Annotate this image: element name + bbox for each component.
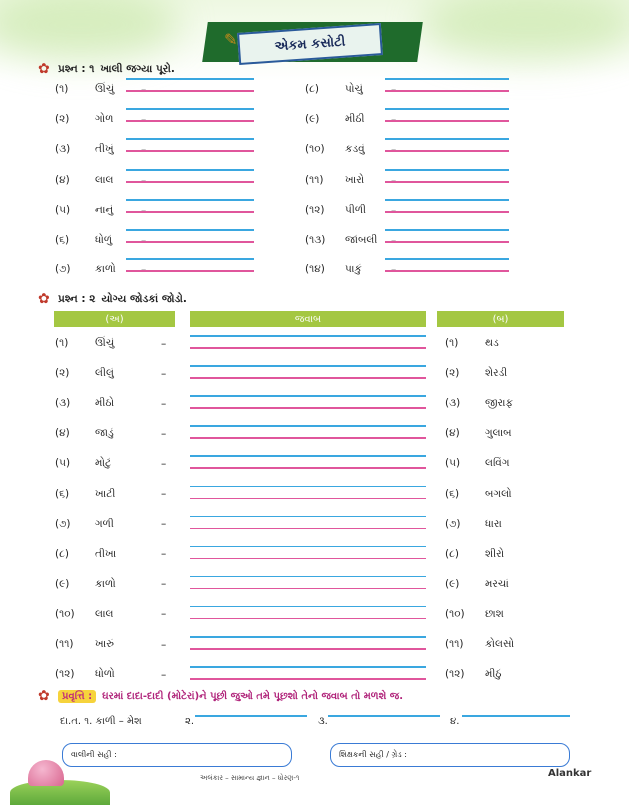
item-number: (૨) xyxy=(55,367,70,380)
answer-line-pink xyxy=(190,467,426,469)
answer-line-blue xyxy=(190,425,426,427)
example-number-3: ૩. xyxy=(318,716,328,727)
item-word: જાંબલી xyxy=(345,234,378,246)
answer-lines[interactable] xyxy=(126,199,254,213)
match-left-item xyxy=(55,367,173,380)
match-left-item xyxy=(55,608,173,621)
match-right-item xyxy=(445,548,531,561)
answer-line-blue xyxy=(385,108,509,110)
answer-line-pink xyxy=(126,150,254,152)
answer-column-header: જવાબ xyxy=(190,311,426,327)
flower-icon: ✿ xyxy=(38,291,50,307)
answer-line-blue xyxy=(385,229,509,231)
match-left-item xyxy=(55,638,173,651)
teacher-signature-label: શિક્ષકની સહી / ગ્રેડ : xyxy=(339,750,407,759)
pencil-icon: ✎ xyxy=(224,30,238,49)
answer-lines[interactable] xyxy=(126,169,254,183)
activity-text: ઘરમાં દાદા-દાદી (મોટેરાં)ને પૂછી જુઓ તમે પૂછશો તેનો જવાબ તો મળશે જ. xyxy=(102,690,404,702)
answer-lines[interactable] xyxy=(126,78,254,92)
answer-line-pink xyxy=(385,270,509,272)
answer-line-blue xyxy=(190,576,426,578)
question-1-heading xyxy=(38,62,175,76)
answer-lines[interactable] xyxy=(126,229,254,243)
answer-line-pink xyxy=(385,120,509,122)
item-word: ગળી xyxy=(95,517,114,530)
answer-line-pink xyxy=(385,150,509,152)
answer-lines[interactable] xyxy=(190,516,426,530)
match-right-item xyxy=(445,367,531,380)
match-right-item xyxy=(445,668,531,681)
match-right-item xyxy=(445,608,531,621)
answer-line-pink xyxy=(190,558,426,560)
answer-line-pink xyxy=(126,90,254,92)
match-right-item xyxy=(445,638,531,651)
answer-line-pink xyxy=(126,241,254,243)
item-number: (૧૦) xyxy=(445,607,465,620)
match-right-item xyxy=(445,518,531,531)
match-right-item xyxy=(445,337,531,350)
item-number: (૪) xyxy=(55,174,70,186)
item-word: મોટું xyxy=(95,457,112,470)
item-word: ગોળ xyxy=(95,113,114,125)
item-word: નાનું xyxy=(95,204,114,216)
item-word: લાલ xyxy=(95,174,114,186)
answer-line-blue xyxy=(126,229,254,231)
footer-text: અલંકાર – સામાન્ય જ્ઞાન – ધોરણ-૧ xyxy=(200,774,300,782)
item-dash: – xyxy=(161,518,167,531)
answer-line-blue xyxy=(385,138,509,140)
item-word: છાશ xyxy=(485,607,504,620)
item-dash: – xyxy=(161,427,167,440)
question-1-text: ખાલી જગ્યા પૂરો. xyxy=(100,62,175,75)
example-number-4: ૪. xyxy=(450,716,460,727)
answer-line-blue xyxy=(190,486,426,488)
item-number: (૯) xyxy=(305,113,320,125)
match-left-item xyxy=(55,488,173,501)
item-dash: – xyxy=(161,608,167,621)
answer-line-pink xyxy=(190,437,426,439)
item-number: (૮) xyxy=(445,547,459,560)
match-left-item xyxy=(55,578,173,591)
answer-lines[interactable] xyxy=(190,395,426,409)
item-dash: – xyxy=(161,457,167,470)
item-number: (૬) xyxy=(55,487,70,500)
item-number: (૬) xyxy=(445,487,460,500)
answer-line-pink xyxy=(126,270,254,272)
answer-lines[interactable] xyxy=(190,666,426,680)
answer-line-blue xyxy=(385,78,509,80)
background-blob xyxy=(0,0,180,60)
answer-lines[interactable] xyxy=(190,335,426,349)
match-right-item xyxy=(445,578,531,591)
match-left-item xyxy=(55,668,173,681)
item-word: ઊંચું xyxy=(95,337,115,349)
item-word: કોલસો xyxy=(485,638,515,650)
answer-line-blue xyxy=(126,169,254,171)
match-left-item xyxy=(55,457,173,470)
item-number: (૧૧) xyxy=(55,638,74,650)
answer-lines[interactable] xyxy=(190,425,426,439)
answer-line-pink xyxy=(385,181,509,183)
answer-line-blue xyxy=(385,258,509,260)
item-number: (૧) xyxy=(55,337,69,349)
item-dash: – xyxy=(161,488,167,500)
match-left-item xyxy=(55,427,173,440)
answer-lines[interactable] xyxy=(190,636,426,650)
item-word: કડવું xyxy=(345,143,365,155)
question-2-label: પ્રશ્ન : ૨ xyxy=(58,292,96,305)
answer-line-blue xyxy=(190,666,426,668)
answer-line-blue xyxy=(190,395,426,397)
answer-line-blue xyxy=(126,199,254,201)
item-number: (૧) xyxy=(55,83,69,95)
item-number: (૩) xyxy=(445,397,461,410)
item-word: મરચાં xyxy=(485,577,509,590)
match-left-item xyxy=(55,518,173,531)
item-number: (૯) xyxy=(55,577,70,590)
answer-line-blue xyxy=(190,455,426,457)
answer-lines[interactable] xyxy=(190,576,426,590)
answer-lines[interactable] xyxy=(385,108,509,122)
answer-line-pink xyxy=(126,120,254,122)
answer-line-pink xyxy=(190,678,426,680)
answer-lines[interactable] xyxy=(385,138,509,152)
item-number: (૫) xyxy=(55,204,71,216)
item-number: (૯) xyxy=(445,577,460,590)
answer-line-pink xyxy=(190,588,426,590)
column-b-header: (બ) xyxy=(437,311,564,327)
item-number: (૮) xyxy=(305,83,319,95)
answer-line-blue xyxy=(126,138,254,140)
mushroom-decoration xyxy=(28,760,64,786)
item-word: થડ xyxy=(485,337,499,349)
item-number: (૩) xyxy=(55,143,71,155)
answer-line-blue xyxy=(190,365,426,367)
item-word: કાળો xyxy=(95,577,116,590)
answer-lines[interactable] xyxy=(190,455,426,469)
item-number: (૧૪) xyxy=(305,263,325,275)
parent-signature-box[interactable] xyxy=(62,743,292,767)
question-1-label: પ્રશ્ન : ૧ xyxy=(58,62,95,75)
answer-line-blue xyxy=(126,78,254,80)
question-2-text: યોગ્ય જોડકાં જોડો. xyxy=(101,292,187,305)
answer-line-blue xyxy=(190,516,426,518)
answer-line-blue xyxy=(190,606,426,608)
question-2-heading xyxy=(38,292,187,306)
answer-line-blue xyxy=(385,169,509,171)
item-dash: – xyxy=(161,337,167,350)
item-word: મીઠું xyxy=(485,668,502,681)
item-dash: – xyxy=(161,397,167,410)
item-dash: – xyxy=(161,668,167,681)
column-a-header: (અ) xyxy=(54,311,175,327)
answer-lines[interactable] xyxy=(385,258,509,272)
item-word: ગુલાબ xyxy=(485,427,512,440)
match-left-item xyxy=(55,397,173,410)
item-number: (૧૧) xyxy=(305,174,324,186)
item-number: (૪) xyxy=(445,427,460,440)
item-word: તીખું xyxy=(95,143,114,155)
item-dash: – xyxy=(161,548,167,561)
item-word: જીરાફ xyxy=(485,397,513,410)
item-number: (૨) xyxy=(445,367,460,380)
item-word: શેરડી xyxy=(485,367,508,380)
item-word: પોચું xyxy=(345,83,363,95)
answer-line-pink xyxy=(385,211,509,213)
item-word: ઊંચું xyxy=(95,83,115,95)
item-number: (૩) xyxy=(55,397,71,410)
item-dash: – xyxy=(161,638,167,651)
match-left-item xyxy=(55,337,173,350)
item-word: બગલો xyxy=(485,487,512,500)
match-right-item xyxy=(445,488,531,501)
answer-lines[interactable] xyxy=(190,365,426,379)
activity xyxy=(38,689,403,703)
match-left-item xyxy=(55,548,173,561)
item-number: (૫) xyxy=(445,457,461,470)
answer-line-blue xyxy=(126,258,254,260)
item-number: (૧૦) xyxy=(55,607,75,620)
item-number: (૧૧) xyxy=(445,638,464,650)
item-dash: – xyxy=(161,367,167,380)
page-title: એકમ કસોટી xyxy=(237,23,383,65)
answer-lines[interactable] xyxy=(190,546,426,560)
item-number: (૧૦) xyxy=(305,143,325,155)
item-word: તીખા xyxy=(95,547,117,560)
item-word: ધારા xyxy=(485,517,502,530)
answer-line-pink xyxy=(385,241,509,243)
item-word: કાળો xyxy=(95,263,116,275)
item-word: ખારું xyxy=(95,638,114,650)
item-number: (૧૨) xyxy=(305,204,325,216)
example-answer-line[interactable] xyxy=(462,715,570,717)
item-number: (૭) xyxy=(445,517,461,530)
match-right-item xyxy=(445,397,531,410)
example-number-2: ૨. xyxy=(185,716,195,727)
item-number: (૮) xyxy=(55,547,69,560)
answer-line-blue xyxy=(126,108,254,110)
answer-lines[interactable] xyxy=(126,108,254,122)
example-answer-line[interactable] xyxy=(195,715,307,717)
answer-line-blue xyxy=(385,199,509,201)
answer-lines[interactable] xyxy=(385,199,509,213)
item-number: (૧૨) xyxy=(445,668,465,681)
answer-lines[interactable] xyxy=(385,169,509,183)
example-prefix: દા.ત. ૧. કાળી – મેશ xyxy=(60,716,142,727)
item-word: પીળી xyxy=(345,204,367,216)
item-word: ધોળો xyxy=(95,668,115,681)
item-number: (૬) xyxy=(55,234,70,246)
item-word: ધોળું xyxy=(95,234,113,246)
answer-lines[interactable] xyxy=(126,138,254,152)
background-blob xyxy=(420,0,629,60)
answer-line-pink xyxy=(126,181,254,183)
item-number: (૨) xyxy=(55,113,70,125)
item-number: (૭) xyxy=(55,517,71,530)
answer-lines[interactable] xyxy=(385,229,509,243)
answer-lines[interactable] xyxy=(190,606,426,620)
example-answer-line[interactable] xyxy=(328,715,440,717)
item-number: (૪) xyxy=(55,427,70,440)
teacher-signature-box[interactable] xyxy=(330,743,570,767)
answer-line-pink xyxy=(126,211,254,213)
answer-line-pink xyxy=(190,347,426,349)
item-number: (૭) xyxy=(55,263,71,275)
answer-line-blue xyxy=(190,636,426,638)
answer-line-pink xyxy=(190,498,426,500)
item-word: લવિંગ xyxy=(485,457,510,470)
item-number: (૧૨) xyxy=(55,668,75,681)
answer-lines[interactable] xyxy=(385,78,509,92)
answer-line-pink xyxy=(385,90,509,92)
answer-line-pink xyxy=(190,528,426,530)
item-word: પાકું xyxy=(345,263,362,275)
match-right-item xyxy=(445,457,531,470)
answer-line-pink xyxy=(190,648,426,650)
match-right-item xyxy=(445,427,531,440)
answer-line-pink xyxy=(190,618,426,620)
item-word: મીઠી xyxy=(345,113,365,125)
item-dash: – xyxy=(161,578,167,591)
flower-icon: ✿ xyxy=(38,688,50,704)
answer-lines[interactable] xyxy=(190,486,426,500)
item-word: ખાટી xyxy=(95,487,116,500)
answer-line-blue xyxy=(190,546,426,548)
answer-line-pink xyxy=(190,377,426,379)
activity-label: પ્રવૃત્તિ : xyxy=(58,690,96,703)
item-word: શીરો xyxy=(485,547,505,560)
item-word: જાડું xyxy=(95,427,114,440)
answer-lines[interactable] xyxy=(126,258,254,272)
item-word: લીલું xyxy=(95,367,114,380)
item-word: ખારો xyxy=(345,174,365,186)
item-word: લાલ xyxy=(95,607,114,620)
item-number: (૧૩) xyxy=(305,234,326,246)
item-number: (૧) xyxy=(445,337,459,349)
brand-logo: Alankar xyxy=(548,768,592,779)
flower-icon: ✿ xyxy=(38,61,50,77)
answer-line-pink xyxy=(190,407,426,409)
item-number: (૫) xyxy=(55,457,71,470)
answer-line-blue xyxy=(190,335,426,337)
parent-signature-label: વાલીની સહી : xyxy=(71,750,117,759)
item-word: મીઠો xyxy=(95,397,115,410)
